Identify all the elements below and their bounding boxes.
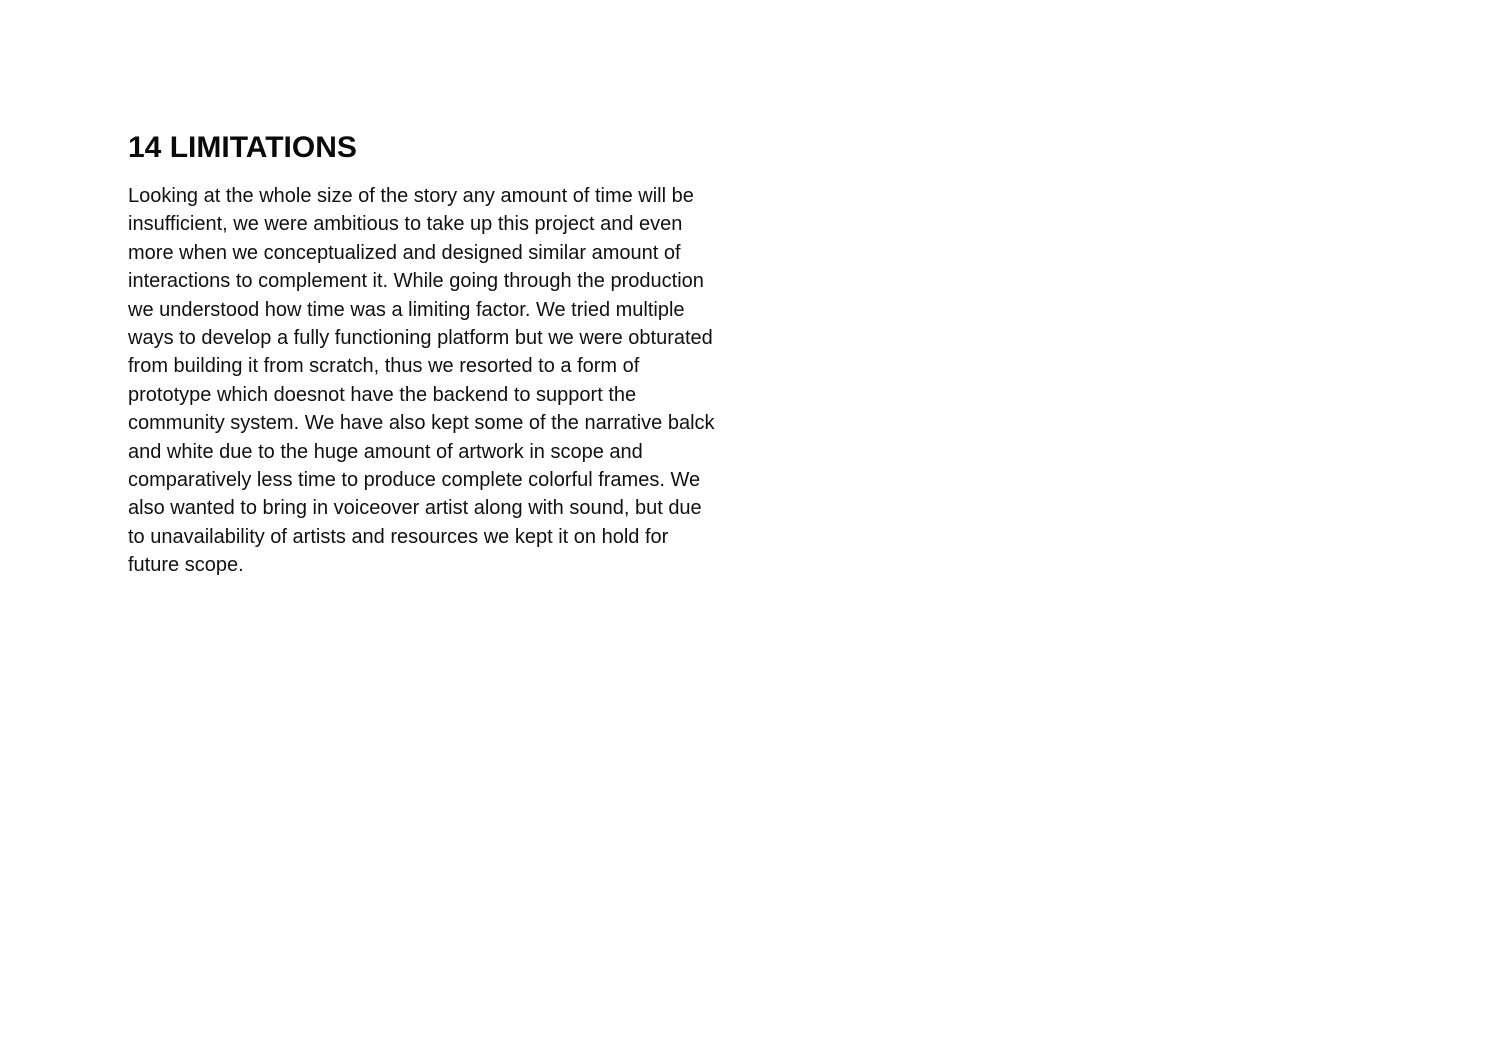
paragraph-line: we understood how time was a limiting factor. We tried multiple [128,298,685,321]
paragraph-line: more when we conceptualized and designed similar amount of [128,241,681,264]
paragraph-line: insufficient, we were ambitious to take up this project and even [128,213,683,236]
paragraph-line: ways to develop a fully functioning platform but we were obturated [128,327,713,350]
paragraph-line: Looking at the whole size of the story any amount of time will be [128,185,694,207]
paragraph-line: and white due to the huge amount of artwork in scope and [128,440,643,463]
paragraph-line: to unavailability of artists and resources we kept it on hold for [128,525,669,548]
paragraph-line: from building it from scratch, thus we resorted to a form of [128,355,640,378]
body-paragraph [128,182,728,580]
paragraph-line: comparatively less time to produce complete colorful frames. We [128,469,701,492]
paragraph-line: prototype which doesnot have the backend to support the [128,383,637,406]
paragraph-line: also wanted to bring in voiceover artist along with sound, but due [128,497,702,520]
paragraph-line: future scope. [128,554,244,577]
limitations-section [128,128,728,580]
paragraph-line: community system. We have also kept some of the narrative balck [128,412,715,435]
paragraph-line: interactions to complement it. While going through the production [128,270,704,293]
section-heading: 14 LIMITATIONS [128,131,357,164]
